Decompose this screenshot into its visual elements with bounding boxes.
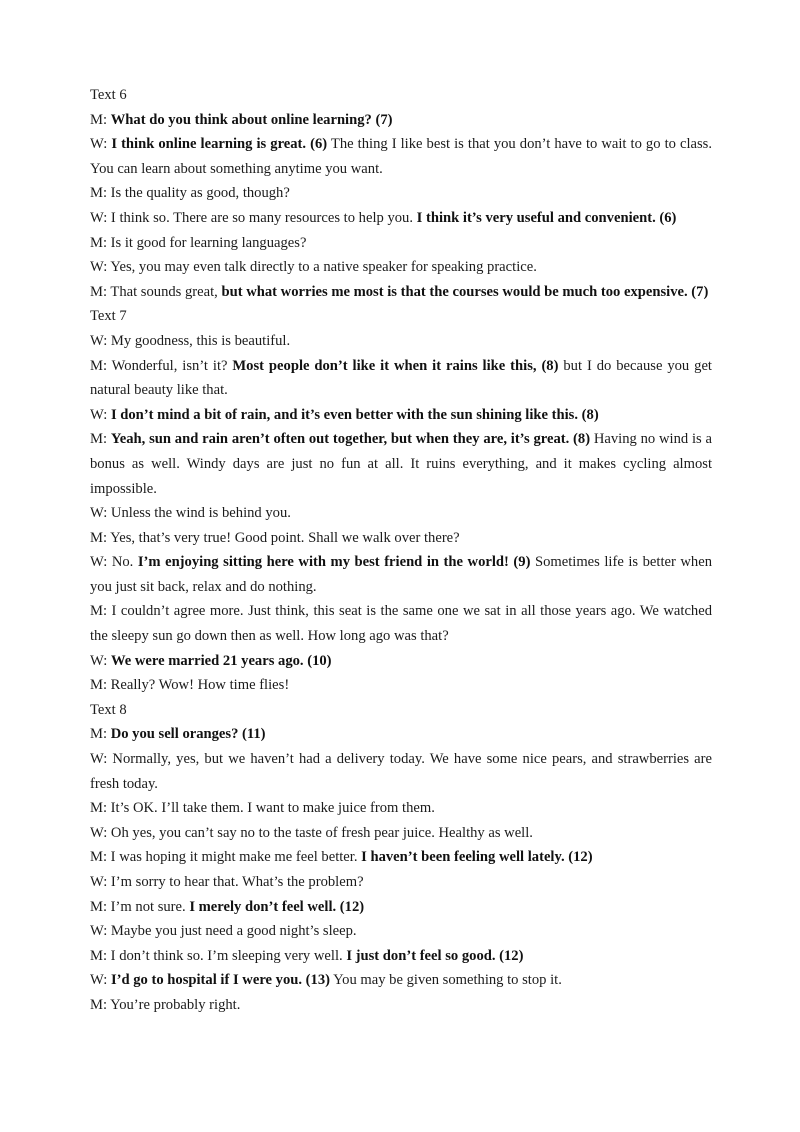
line-text: M: It’s OK. I’ll take them. I want to make juice from them. <box>90 800 435 817</box>
section-heading: Text 6 <box>90 87 127 103</box>
dialogue-line <box>90 747 712 796</box>
line-text: M: Is the quality as good, though? <box>90 185 290 202</box>
answer-highlight: but what worries me most is that the courses would be much too expensive. (7) <box>221 283 709 300</box>
line-text: W: Oh yes, you can’t say no to the taste of fresh pear juice. Healthy as well. <box>90 824 533 841</box>
section-text-7 <box>90 304 712 698</box>
dialogue-line <box>90 993 712 1018</box>
answer-highlight: I merely don’t feel well. (12) <box>189 898 365 915</box>
dialogue-line <box>90 206 712 231</box>
dialogue-line <box>90 919 712 944</box>
dialogue-line <box>90 673 712 698</box>
dialogue-line <box>90 944 712 969</box>
answer-highlight: Most people don’t like it when it rains like this, (8) <box>232 357 559 374</box>
section-text-8 <box>90 698 712 1018</box>
line-text: W: Unless the wind is behind you. <box>90 505 291 522</box>
line-text: Sometimes life is better when you just sit back, relax and do nothing. <box>90 554 712 595</box>
line-text: W: I’m sorry to hear that. What’s the problem? <box>90 874 364 890</box>
dialogue-line <box>90 329 712 354</box>
answer-highlight: We were married 21 years ago. (10) <box>110 652 332 669</box>
line-text: W: <box>90 652 111 669</box>
line-text: The thing I like best is that you don’t have to wait to go to class. You can learn about something anytime you want. <box>90 136 712 177</box>
line-text: but I do because you get natural beauty like that. <box>90 357 712 399</box>
dialogue-line <box>90 895 712 920</box>
dialogue-line <box>90 870 712 895</box>
dialogue-line <box>90 280 712 305</box>
dialogue-line <box>90 968 712 993</box>
dialogue-line <box>90 427 712 501</box>
dialogue-line <box>90 501 712 526</box>
answer-highlight: I think online learning is great. (6) <box>111 136 328 153</box>
line-text: You may be given something to stop it. <box>329 972 562 989</box>
answer-highlight: Yeah, sun and rain aren’t often out together, but when they are, it’s great. (8) <box>110 431 591 448</box>
line-text: M: That sounds great, <box>90 283 222 300</box>
line-text: M: I was hoping it might make me feel better. <box>90 849 362 866</box>
line-text: M: <box>90 111 111 128</box>
section-heading: Text 8 <box>90 701 127 718</box>
line-text: M: I don’t think so. I’m sleeping very well. <box>90 947 347 964</box>
dialogue-line <box>90 845 712 870</box>
dialogue-line <box>90 231 712 256</box>
dialogue-line <box>90 132 712 181</box>
dialogue-line <box>90 722 712 747</box>
dialogue-line <box>90 403 712 428</box>
line-text: M: Is it good for learning languages? <box>90 234 307 251</box>
line-text: W: My goodness, this is beautiful. <box>90 332 291 349</box>
line-text: M: <box>90 431 111 448</box>
line-text: M: <box>90 726 111 743</box>
line-text: M: Yes, that’s very true! Good point. Shall we walk over there? <box>90 529 460 546</box>
line-text: M: You’re probably right. <box>90 996 241 1013</box>
line-text: M: Really? Wow! How time flies! <box>90 677 290 694</box>
line-text: M: I couldn’t agree more. Just think, this seat is the same one we sat in all those years ago. We watched the sleepy sun go down then as well. How long ago was that? <box>90 603 712 645</box>
line-text: M: I’m not sure. <box>90 898 190 915</box>
transcript-page <box>90 83 712 1018</box>
dialogue-line <box>90 649 712 674</box>
answer-highlight: I’m enjoying sitting here with my best friend in the world! (9) <box>137 554 531 571</box>
dialogue-line <box>90 526 712 551</box>
dialogue-line <box>90 599 712 648</box>
section-heading: Text 7 <box>90 308 127 325</box>
dialogue-line <box>90 354 712 403</box>
answer-highlight: I don’t mind a bit of rain, and it’s even better with the sun shining like this. (8) <box>110 406 599 423</box>
line-text: W: Normally, yes, but we haven’t had a delivery today. We have some nice pears, and strawberries are fresh today. <box>90 751 712 792</box>
line-text: W: Yes, you may even talk directly to a native speaker for speaking practice. <box>90 259 537 276</box>
answer-highlight: I’d go to hospital if I were you. (13) <box>110 972 330 989</box>
line-text: W: <box>90 406 111 423</box>
dialogue-line <box>90 796 712 821</box>
dialogue-lines <box>90 722 712 1017</box>
answer-highlight: Do you sell oranges? (11) <box>110 726 266 743</box>
line-text: W: I think so. There are so many resources to help you. <box>90 209 417 226</box>
answer-highlight: I just don’t feel so good. (12) <box>346 947 524 964</box>
line-text: W: <box>90 972 111 989</box>
dialogue-line <box>90 550 712 599</box>
line-text: W: <box>90 136 112 153</box>
section-text-6 <box>90 83 712 304</box>
dialogue-lines <box>90 329 712 698</box>
answer-highlight: What do you think about online learning? (7) <box>110 111 393 128</box>
dialogue-lines <box>90 108 712 305</box>
dialogue-line <box>90 255 712 280</box>
dialogue-line <box>90 821 712 846</box>
dialogue-line <box>90 181 712 206</box>
line-text: W: Maybe you just need a good night’s sleep. <box>90 923 357 940</box>
line-text: W: No. <box>90 554 138 571</box>
line-text: M: Wonderful, isn’t it? <box>90 357 233 374</box>
dialogue-line <box>90 108 712 133</box>
answer-highlight: I think it’s very useful and convenient. (6) <box>416 209 677 226</box>
line-text: Having no wind is a bonus as well. Windy days are just no fun at all. It ruins everything, and it makes cycling almost impossible. <box>90 431 712 497</box>
answer-highlight: I haven’t been feeling well lately. (12) <box>361 849 593 866</box>
